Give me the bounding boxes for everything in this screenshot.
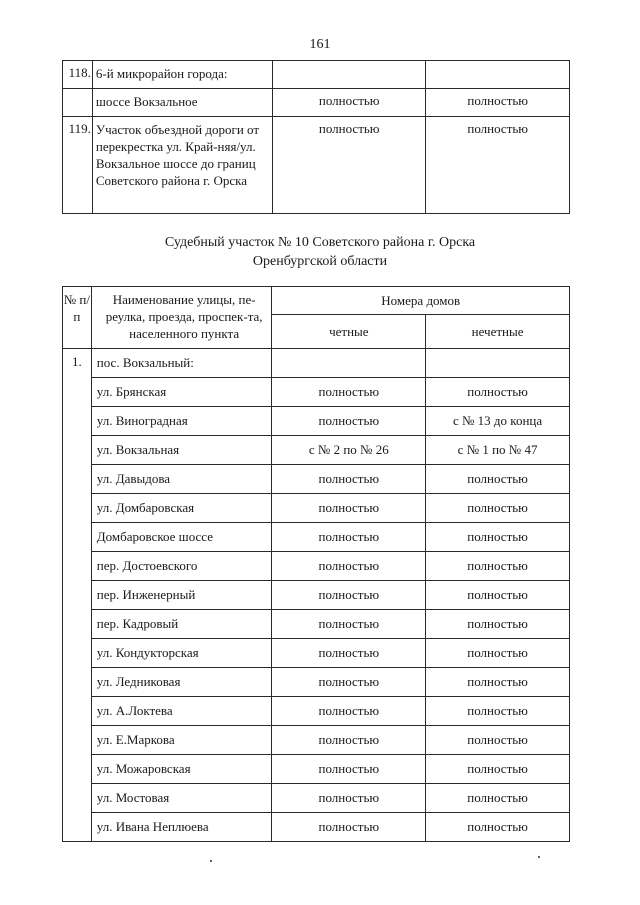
odd-houses: полностью: [426, 465, 570, 494]
even-houses: полностью: [272, 610, 426, 639]
street-name: Участок объездной дороги от перекрестка ул. Край-няя/ул. Вокзальное шоссе до границ Советского района г. Орска: [92, 117, 272, 214]
odd-houses: полностью: [426, 610, 570, 639]
even-houses: полностью: [272, 813, 426, 842]
street-name: ул. Брянская: [91, 378, 272, 407]
street-name: ул. Вокзальная: [91, 436, 272, 465]
even-houses: полностью: [272, 668, 426, 697]
table-row: [63, 523, 570, 552]
odd-houses: полностью: [426, 523, 570, 552]
odd-houses: [426, 349, 570, 378]
street-name: ул. Виноградная: [91, 407, 272, 436]
table-row: [63, 61, 570, 89]
odd-houses: полностью: [426, 552, 570, 581]
odd-houses: полностью: [426, 639, 570, 668]
header-street-name: Наименование улицы, пе-реулка, проезда, проспек-та, населенного пункта: [91, 287, 272, 349]
odd-houses: полностью: [426, 581, 570, 610]
header-row: [63, 287, 570, 315]
odd-houses: полностью: [426, 668, 570, 697]
odd-houses: полностью: [426, 117, 570, 214]
group-number: 1.: [63, 349, 92, 842]
even-houses: полностью: [272, 552, 426, 581]
even-houses: [273, 61, 426, 89]
street-name: пер. Кадровый: [91, 610, 272, 639]
table-row: [63, 581, 570, 610]
even-houses: полностью: [272, 755, 426, 784]
even-houses: [272, 349, 426, 378]
odd-houses: полностью: [426, 378, 570, 407]
even-houses: полностью: [272, 378, 426, 407]
street-name: ул. А.Локтева: [91, 697, 272, 726]
odd-houses: полностью: [426, 755, 570, 784]
even-houses: полностью: [272, 407, 426, 436]
section-title-line-2: Оренбургской области: [252, 254, 388, 269]
odd-houses: полностью: [426, 726, 570, 755]
table-row: [63, 89, 570, 117]
scan-speck: [210, 860, 212, 862]
street-name: ул. Кондукторская: [91, 639, 272, 668]
group-name: пос. Вокзальный:: [91, 349, 272, 378]
row-number: [63, 89, 93, 117]
even-houses: с № 2 по № 26: [272, 436, 426, 465]
odd-houses: полностью: [426, 89, 570, 117]
header-even: четные: [272, 315, 426, 349]
street-name: ул. Ледниковая: [91, 668, 272, 697]
row-number: 118.: [63, 61, 93, 89]
table-row: [63, 726, 570, 755]
street-name: шоссе Вокзальное: [92, 89, 272, 117]
street-name: пер. Инженерный: [91, 581, 272, 610]
street-name: ул. Давыдова: [91, 465, 272, 494]
odd-houses: полностью: [426, 494, 570, 523]
street-name: ул. Мостовая: [91, 784, 272, 813]
page-number: 161: [309, 37, 331, 52]
street-name: ул. Е.Маркова: [91, 726, 272, 755]
table-row: [63, 697, 570, 726]
even-houses: полностью: [272, 697, 426, 726]
even-houses: полностью: [272, 726, 426, 755]
street-name: ул. Домбаровская: [91, 494, 272, 523]
table-row: [63, 436, 570, 465]
table-row: [63, 349, 570, 378]
street-name: ул. Ивана Неплюева: [91, 813, 272, 842]
table-row: [63, 407, 570, 436]
table-row: [63, 784, 570, 813]
street-name: 6-й микрорайон города:: [92, 61, 272, 89]
header-odd: нечетные: [426, 315, 570, 349]
street-name: пер. Достоевского: [91, 552, 272, 581]
even-houses: полностью: [273, 117, 426, 214]
odd-houses: полностью: [426, 813, 570, 842]
odd-houses: полностью: [426, 697, 570, 726]
odd-houses: [426, 61, 570, 89]
even-houses: полностью: [272, 523, 426, 552]
scan-speck: [538, 856, 540, 858]
table-row: [63, 755, 570, 784]
streets-table: [62, 286, 570, 842]
table-row: [63, 610, 570, 639]
odd-houses: с № 13 до конца: [426, 407, 570, 436]
even-houses: полностью: [272, 494, 426, 523]
row-number: 119.: [63, 117, 93, 214]
table-row: [63, 494, 570, 523]
table-row: [63, 552, 570, 581]
even-houses: полностью: [272, 784, 426, 813]
even-houses: полностью: [272, 465, 426, 494]
even-houses: полностью: [272, 639, 426, 668]
even-houses: полностью: [272, 581, 426, 610]
continuation-table: [62, 60, 570, 214]
header-house-numbers: Номера домов: [272, 287, 570, 315]
odd-houses: полностью: [426, 784, 570, 813]
header-number: № п/п: [63, 287, 92, 349]
section-title: [0, 233, 640, 271]
table-row: [63, 117, 570, 214]
street-name: ул. Можаровская: [91, 755, 272, 784]
even-houses: полностью: [273, 89, 426, 117]
table-row: [63, 639, 570, 668]
table-row: [63, 668, 570, 697]
table-row: [63, 378, 570, 407]
odd-houses: с № 1 по № 47: [426, 436, 570, 465]
section-title-line-1: Судебный участок № 10 Советского района г. Орска: [164, 235, 476, 250]
table-row: [63, 465, 570, 494]
street-name: Домбаровское шоссе: [91, 523, 272, 552]
table-row: [63, 813, 570, 842]
